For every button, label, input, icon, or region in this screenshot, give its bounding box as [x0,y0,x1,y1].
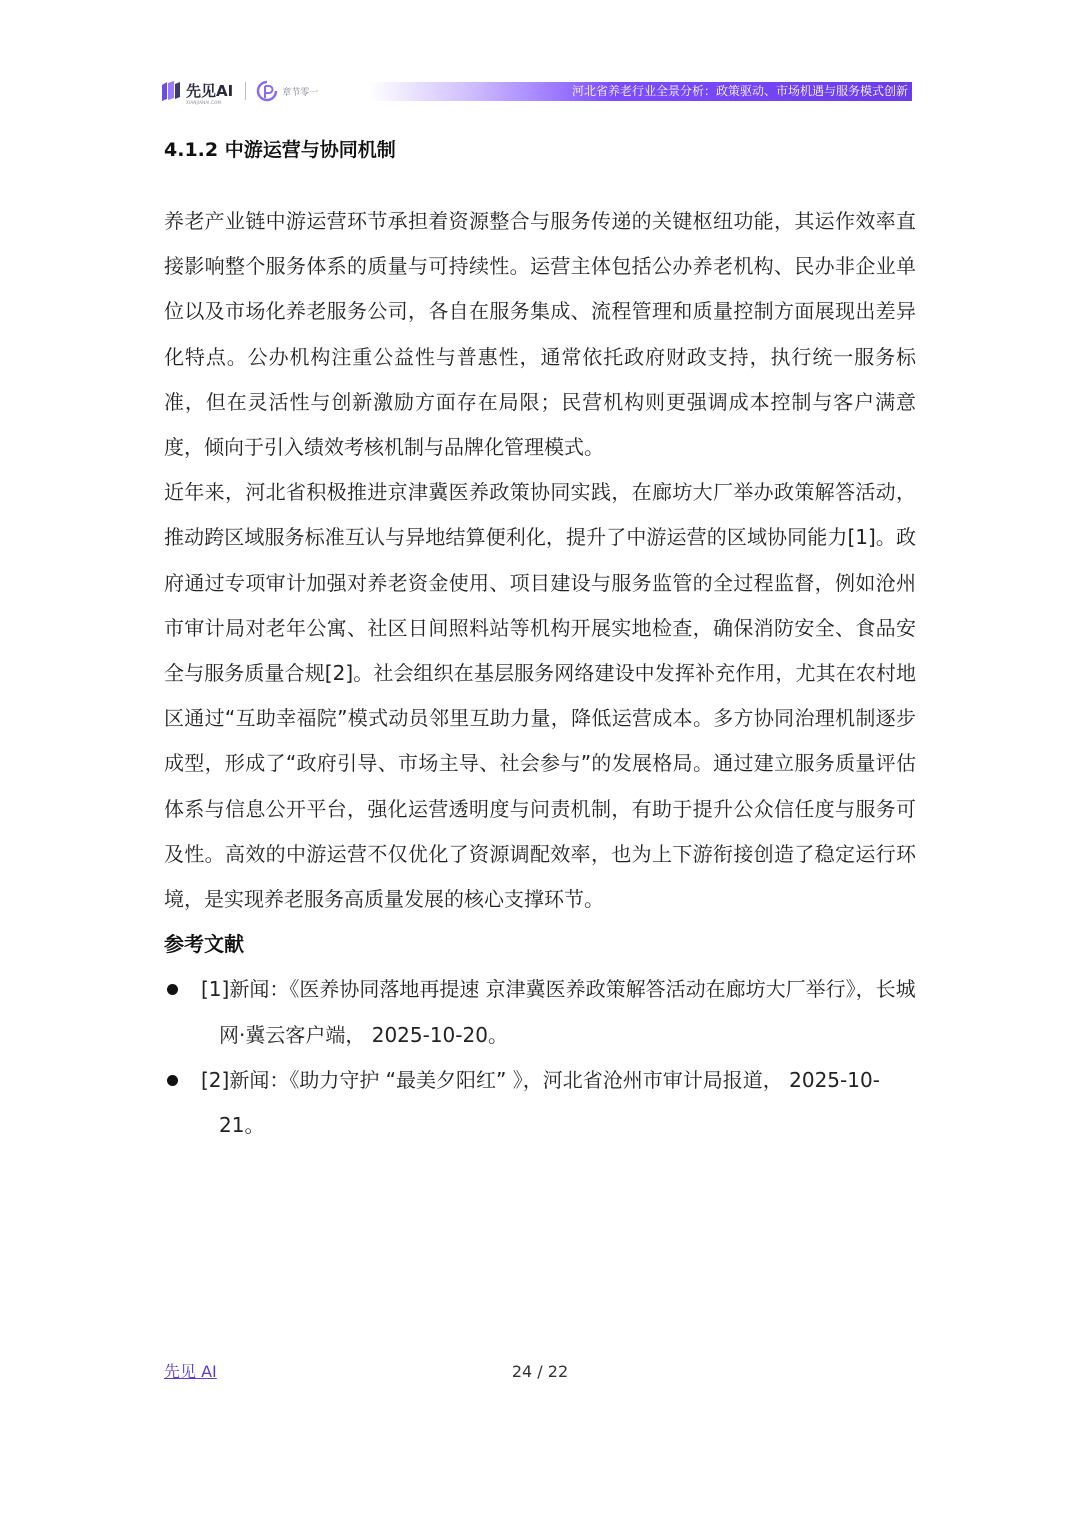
reference-item [164,1058,916,1148]
reference-text: [1]新闻：《医养协同落地再提速 京津冀医养政策解答活动在廊坊大厂举行》，长城网·冀云客户端， 2025-10-20。 [201,977,916,1047]
section-title: 4.1.2 中游运营与协同机制 [164,139,396,161]
footer-brand-link[interactable]: 先见 AI [164,1362,217,1381]
references-list [164,967,916,1148]
banner-title: 河北省养老行业全景分析：政策驱动、市场机遇与服务模式创新 [571,84,908,98]
main-content [164,199,916,1148]
brand-subtitle: XIANJIANAI.COM [186,100,222,105]
reference-text: [2]新闻：《助力守护 “最美夕阳红” 》，河北省沧州市审计局报道， 2025-10-21。 [201,1067,880,1138]
references-heading: 参考文献 [164,932,244,957]
page-number: 24 / 22 [511,1362,569,1381]
brand-name: 先见AI [186,81,234,100]
reference-item [164,967,916,1057]
partner-logo-icon [256,80,278,102]
bullet-icon [167,1075,178,1086]
brand-logo [160,76,318,106]
header-banner [368,82,912,101]
brand-logo-icon [160,79,182,103]
body-paragraph: 近年来，河北省积极推进京津冀医养政策协同实践，在廊坊大厂举办政策解答活动，推动跨区域服务标准互认与异地结算便利化，提升了中游运营的区域协同能力[1]。政府通过专项审计加强对养老资金使用、项目建设与服务监管的全过程监督，例如沧州市审计局对老年公寓、社区日间照料站等机构开展实地检查，确保消防安全、食品安全与服务质量合规[2]。社会组织在基层服务网络建设中发挥补充作用，尤其在农村地区通过“互助幸福院”模式动员邻里互助力量，降低运营成本。多方协同治理机制逐步成型，形成了“政府引导、市场主导、社会参与”的发展格局。通过建立服务质量评估体系与信息公开平台，强化运营透明度与问责机制，有助于提升公众信任度与服务可及性。高效的中游运营不仅优化了资源调配效率，也为上下游衔接创造了稳定运行环境，是实现养老服务高质量发展的核心支撑环节。 [164,480,916,912]
partner-name: 章节零一 [282,87,319,98]
page-header [0,0,1080,120]
bullet-icon [167,984,178,995]
body-paragraph: 养老产业链中游运营环节承担着资源整合与服务传递的关键枢纽功能，其运作效率直接影响整个服务体系的质量与可持续性。运营主体包括公办养老机构、民办非企业单位以及市场化养老服务公司，各自在服务集成、流程管理和质量控制方面展现出差异化特点。公办机构注重公益性与普惠性，通常依托政府财政支持，执行统一服务标准，但在灵活性与创新激励方面存在局限；民营机构则更强调成本控制与客户满意度，倾向于引入绩效考核机制与品牌化管理模式。 [164,209,916,460]
logo-divider [245,82,246,100]
